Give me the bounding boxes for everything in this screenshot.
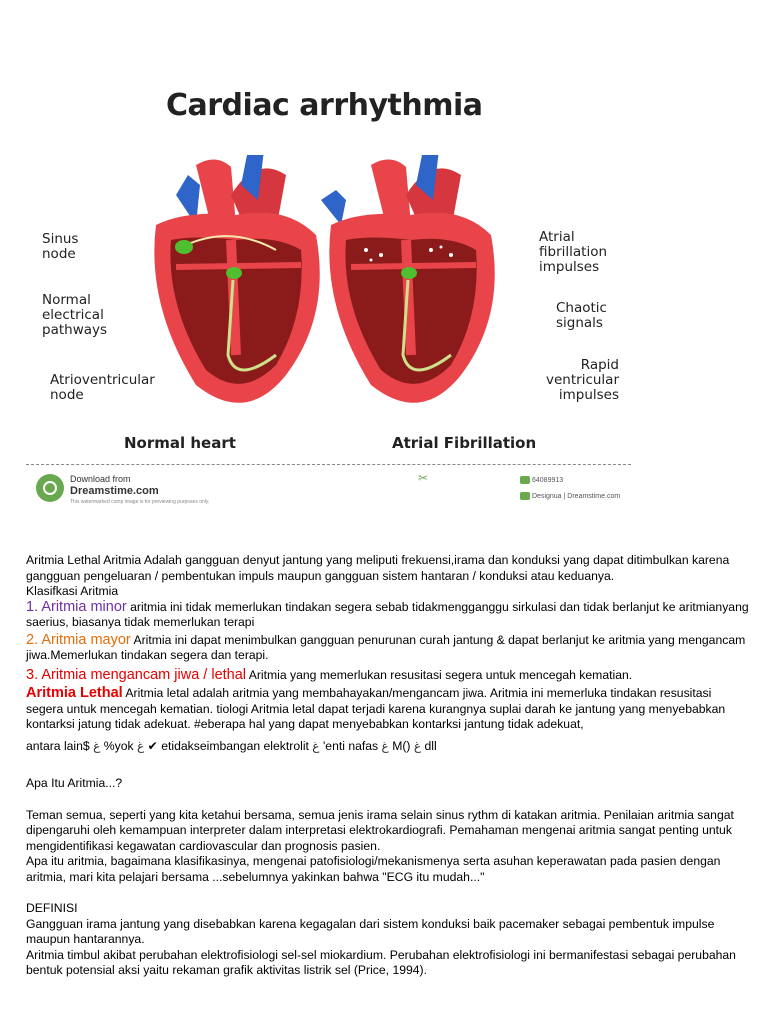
article-text bbox=[26, 553, 751, 979]
definisi-heading: DEFINISI bbox=[26, 901, 78, 915]
label-rapid-impulses: Rapid ventricular impulses bbox=[546, 357, 619, 403]
watermark-download: Download from bbox=[70, 474, 131, 484]
aritmia-mayor-paragraph: 2. Aritmia mayor Aritmia ini dapat menimbulkan gangguan penurunan curah jantung & dapat berlanjut ke aritmia yang mengancam jiwa.Memerlukan tindakan segera dan terapi. bbox=[26, 631, 746, 662]
antara-lain-line: antara lain$ ﻍ %yok ﻍ ✔ etidakseimbangan elektrolit ﻍ 'enti nafas ﻍ M() ﻍ dll bbox=[26, 738, 437, 753]
watermark-credit: Designua | Dreamstime.com bbox=[520, 492, 620, 500]
watermark-brand: Dreamstime.com bbox=[70, 485, 159, 497]
watermark-note: This watermarked comp image is for previewing purposes only. bbox=[70, 499, 210, 505]
caption-normal-heart: Normal heart bbox=[124, 434, 236, 452]
aritmia-minor-paragraph: 1. Aritmia minor aritmia ini tidak memerlukan tindakan segera sebab tidakmengganggu sirkulasi dan tidak berlanjut ke aritmianyang saerius, biasanya tidak memerlukan terapi bbox=[26, 598, 749, 629]
watermark-id: 64089913 bbox=[520, 476, 563, 484]
dreamstime-logo-icon bbox=[36, 474, 64, 502]
id-badge-icon bbox=[520, 476, 530, 484]
klasifikasi-heading: Klasifkasi Aritmia bbox=[26, 584, 119, 598]
cardiac-arrhythmia-figure bbox=[26, 60, 631, 510]
label-chaotic-signals: Chaotic signals bbox=[556, 300, 607, 331]
aritmia-lethal-detail: Aritmia Lethal Aritmia letal adalah aritmia yang membahayakan/mengancam jiwa. Aritmia ini memerluka tindakan resusitasi segera untuk mencegah kematian. tiologi Aritmia letal dapat terjadi karena kurangnya suplai darah ke jantung yang menyebabkan kontarksi jatung tidak adekuat. #eberapa hal yang dapat menyebabkan kontarksi jantung tidak adekuat, bbox=[26, 685, 726, 731]
intro-paragraph: Aritmia Lethal Aritmia Adalah gangguan denyut jantung yang meliputi frekuensi,irama dan konduksi yang dapat ditimbulkan karena gangguan pengeluaran / pembentukan impuls maupun gangguan sistem hantaran / konduksi atau keduanya. bbox=[26, 553, 730, 583]
aritmia-mayor-heading: 2. Aritmia mayor bbox=[26, 631, 131, 648]
apa-itu-heading: Apa Itu Aritmia...? bbox=[26, 776, 123, 790]
label-sinus-node: Sinus node bbox=[42, 231, 79, 262]
figure-title: Cardiac arrhythmia bbox=[166, 88, 483, 123]
watermark-footer bbox=[26, 464, 631, 511]
af-heart-illustration bbox=[311, 155, 511, 425]
copyright-badge-icon bbox=[520, 492, 530, 500]
aritmia-lethal-heading: 3. Aritmia mengancam jiwa / lethal bbox=[26, 666, 247, 683]
aritmia-lethal-label: Aritmia Lethal bbox=[26, 685, 123, 701]
apa-itu-paragraph: Apa itu aritmia, bagaimana klasifikasinya, mengenai patofisiologi/mekanismenya serta asuhan keperawatan pada pasien dengan aritmia, mari kita pelajari bersama ...sebelumnya yakinkan bahwa "ECG itu mudah..." bbox=[26, 854, 721, 884]
label-av-node: Atrioventricular node bbox=[50, 372, 155, 403]
definisi-paragraph-1: Gangguan irama jantung yang disebabkan karena kegagalan dari sistem konduksi baik pacemaker sebagai pembentuk impulse maupun hantarannya. bbox=[26, 916, 715, 946]
aritmia-minor-heading: 1. Aritmia minor bbox=[26, 598, 127, 615]
label-af-impulses: Atrial fibrillation impulses bbox=[539, 229, 608, 275]
label-normal-pathways: Normal electrical pathways bbox=[42, 292, 108, 338]
aritmia-lethal-paragraph: 3. Aritmia mengancam jiwa / lethal Aritmia yang memerlukan resusitasi segera untuk mencegah kematian. bbox=[26, 666, 633, 683]
caption-atrial-fibrillation: Atrial Fibrillation bbox=[392, 434, 537, 452]
teman-paragraph: Teman semua, seperti yang kita ketahui bersama, semua jenis irama selain sinus rythm di katakan aritmia. Penilaian aritmia sangat dipengaruhi oleh kemampuan interpreter dalam interpretasi elektrokardiografi. Pemahaman mengenai aritmia sangat penting untuk mengidentifikasi kegawatan cardiovascular dan prognosis pasien. bbox=[26, 807, 734, 853]
scissors-icon: ✂ bbox=[418, 471, 429, 485]
definisi-paragraph-2: Aritmia timbul akibat perubahan elektrofisiologi sel-sel miokardium. Perubahan elektrofisiologi ini bermanifestasi sebagai perubahan bentuk potensial aksi yaitu rekaman grafik aktivitas listrik sel (Price, 1994). bbox=[26, 947, 736, 977]
normal-heart-illustration bbox=[136, 155, 336, 425]
